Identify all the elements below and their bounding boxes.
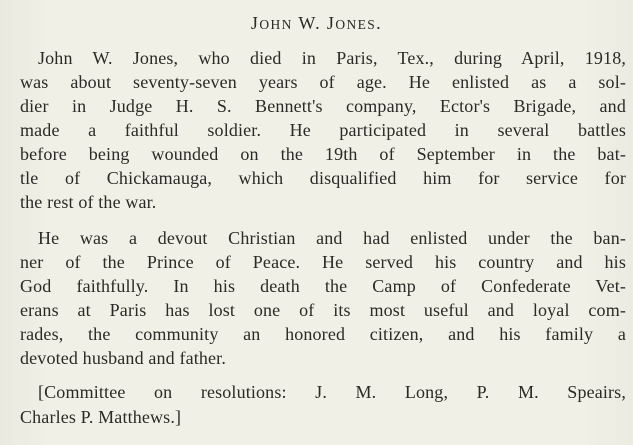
paragraph-line: erans at Paris has lost one of its most useful and loyal com- — [20, 300, 626, 320]
paragraph-line: God faithfully. In his death the Camp of Confederate Vet- — [20, 276, 626, 296]
paragraph-line: ner of the Prince of Peace. He served his country and his — [20, 252, 626, 272]
paragraph-line: dier in Judge H. S. Bennett's company, Ector's Brigade, and — [20, 96, 626, 116]
signature-line: [Committee on resolutions: J. M. Long, P. M. Speairs, — [38, 382, 626, 402]
title-period: . — [376, 13, 383, 33]
paragraph-line: was about seventy-seven years of age. He enlisted as a sol- — [20, 72, 626, 92]
paragraph-line: the rest of the war. — [20, 192, 157, 212]
page-title — [0, 10, 633, 36]
title-smallcaps-1: OHN — [259, 17, 293, 32]
paragraph-line: John W. Jones, who died in Paris, Tex., during April, 1918, — [38, 48, 626, 68]
paragraph-line: devoted husband and father. — [20, 348, 226, 368]
paragraph-line: rades, the community an honored citizen, and his family a — [20, 324, 626, 344]
signature-line: Charles P. Matthews.] — [20, 407, 182, 427]
title-smallcaps-2: ONES — [335, 17, 377, 32]
title-initial: J — [250, 13, 260, 33]
title-middle: W. J — [292, 13, 336, 33]
paragraph-line: before being wounded on the 19th of September in the bat- — [20, 144, 626, 164]
paragraph-line: tle of Chickamauga, which disqualified him for service for — [20, 168, 626, 188]
paragraph-line: He was a devout Christian and had enlisted under the ban- — [38, 228, 626, 248]
paragraph-line: made a faithful soldier. He participated in several battles — [20, 120, 626, 140]
